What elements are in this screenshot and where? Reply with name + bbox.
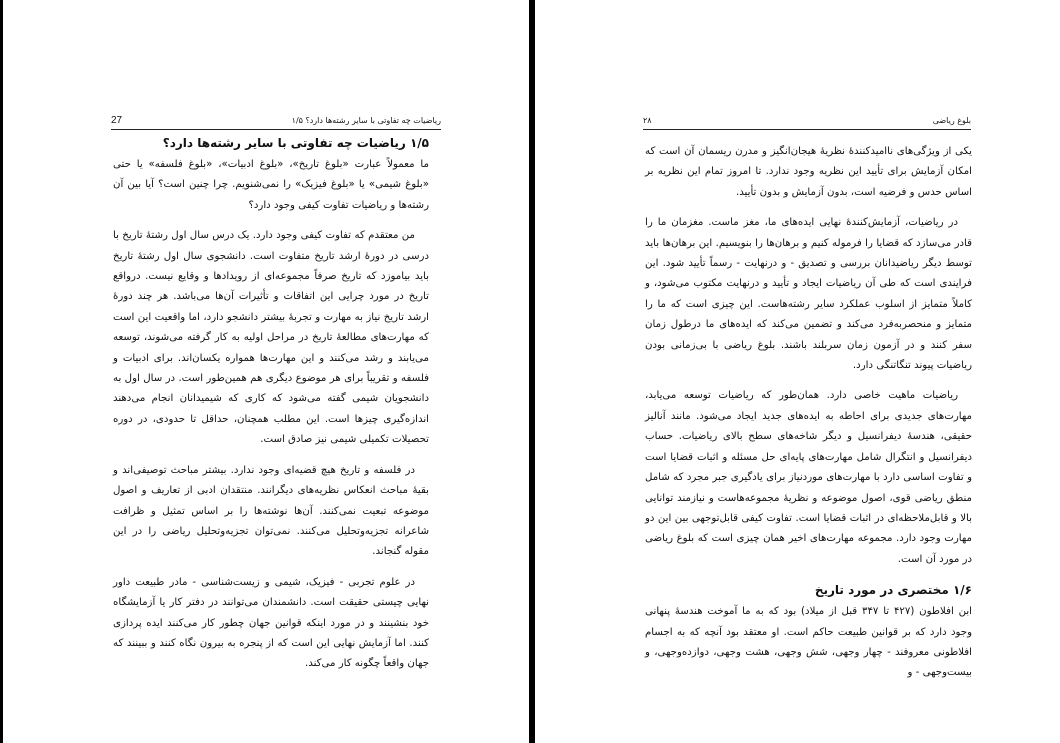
paragraph: در ریاضیات، آزمایش‌کنندهٔ نهایی ایده‌های ما، مغز ماست. مغزمان ما را قادر می‌سازد که قضایا را فرموله کنیم و برهان‌ها را بنویسیم. این برهان‌ها باید توسط دیگر ریاضیدانان بررسی و تصدیق - و درنهایت - رسماً تأیید شود. این فرایندی است که طی آن ریاضیات ایجاد و تأیید و درنهایت مکتوب می‌شود، و کاملاً متمایز از اسلوب عملکرد سایر رشته‌هاست. این چیزی است که ما را متمایز و منحصربه‌فرد می‌کند و تضمین می‌کند که ایده‌های ما درطول زمان سفر کنند و در آزمون زمان سربلند باشند. بلوغ ریاضی با بی‌زمانی بودن ریاضیات پیوند تنگاتنگی دارد. — [645, 217, 972, 372]
right-page — [535, 0, 1060, 743]
paragraph: ریاضیات ماهیت خاصی دارد. همان‌طور که ریاضیات توسعه می‌یابد، مهارت‌های جدیدی برای احاطه به ایده‌های جدید ایجاد می‌شود. مانند آنالیز حقیقی، هندسهٔ دیفرانسیل و دیگر شاخه‌های سطح بالای ریاضیات. حساب دیفرانسیل و انتگرال شامل مهارت‌های پایه‌ای حل مسئله و اثبات قضایا است و تفاوت اساسی دارد با مهارت‌های موردنیاز برای یادگیری جبر مجرد که شامل منطق ریاضی قوی، اصول موضوعه و نظریهٔ مجموعه‌هاست و نیازمند توانایی بالا و قابل‌ملاحظه‌ای در اثبات قضایا است. تفاوت کیفی قابل‌توجهی بین این دو مهارت وجود دارد. مجموعه مهارت‌های اخیر همان چیزی است که بلوغ ریاضی در مورد آن است. — [645, 390, 972, 565]
left-text-block — [113, 133, 429, 685]
left-page-number: 27 — [111, 115, 123, 126]
paragraph: ما معمولاً عبارت «بلوغ تاریخ»، «بلوغ ادبیات»، «بلوغ فلسفه» یا حتی «بلوغ شیمی» یا «بلوغ فیزیک» را نمی‌شنویم. چرا چنین است؟ آیا بین آن رشته‌ها و ریاضیات تفاوت کیفی وجود دارد؟ — [113, 159, 429, 211]
left-page — [3, 0, 529, 743]
section-heading-1-5: ۱/۵ ریاضیات چه تفاوتی با سایر رشته‌ها دارد؟ — [162, 136, 429, 150]
paragraph: در علوم تجربی - فیزیک، شیمی و زیست‌شناسی - مادر طبیعت داور نهایی چیستی حقیقت است. دانشمندان می‌توانند در دفتر کار یا آزمایشگاه خود بنشینند و در مورد اینکه قوانین جهان چطور کار می‌کنند ایده پردازی کنند. اما آزمایش نهایی این است که از پنجره به بیرون نگاه کنند و ببینند که جهان واقعاً چگونه کار می‌کند. — [113, 576, 429, 670]
paragraph: یکی از ویژگی‌های ناامیدکنندهٔ نظریهٔ هیجان‌انگیز و مدرن ریسمان آن است که امکان آزمایش برای تأیید این نظریه وجود ندارد. تا امروز تمام این نظریه بر اساس حدس و فرضیه است، بدون آزمایش و بدون تأیید. — [645, 146, 972, 198]
left-running-header — [111, 115, 441, 130]
right-page-number: ۲۸ — [643, 116, 652, 125]
right-running-header — [643, 115, 971, 130]
paragraph: من معتقدم که تفاوت کیفی وجود دارد. یک درس سال اول رشتهٔ تاریخ با درسی در دورهٔ ارشد تاریخ متفاوت است. دانشجوی سال اول رشتهٔ تاریخ باید بیاموزد که تاریخ صرفاً مجموعه‌ای از رویدادها و وقایع نیست. درواقع تاریخ در مورد چرایی این اتفاقات و تأثیرات آن‌ها می‌باشد. هر چند دورهٔ ارشد تاریخ نیاز به مهارت و تجربهٔ بیشتر دانشجو دارد، اما واقعیت این است که مهارت‌های مطالعهٔ تاریخ در مراحل اولیه به کار گرفته می‌شوند، توسعه می‌یابند و رشد می‌کنند و این مهارت‌ها همواره یکسان‌اند. برای ادبیات و فلسفه و تقریباً برای هر موضوع دیگری هم همین‌طور است. در سال اول به دانشجویان شیمی گفته می‌شود که کاری که شیمیدانان انجام می‌دهند اندازه‌گیری چیزها است. این مطلب همچنان، حداقل تا حدودی، در دوره تحصیلات تکمیلی شیمی نیز صادق است. — [113, 230, 429, 446]
right-header-title: بلوغ ریاضی — [932, 116, 971, 125]
right-text-block — [645, 142, 972, 684]
paragraph: در فلسفه و تاریخ هیچ قضیه‌ای وجود ندارد. بیشتر مباحث توصیفی‌اند و بقیهٔ مباحث انعکاس نظریه‌های دیگرانند. منتقدان ادبی از تعاریف و اصول موضوعه تبعیت نمی‌کنند. آن‌ها نوشته‌ها را بر اساس تمثیل و ظرافت شاعرانه تجزیه‌وتحلیل می‌کنند. نمی‌توان تجزیه‌وتحلیل ریاضی را در این مقوله گنجاند. — [113, 464, 429, 558]
section-heading-1-6: ۱/۶ مختصری در مورد تاریخ — [814, 583, 972, 598]
paragraph: ابن افلاطون (۴۲۷ تا ۳۴۷ قبل از میلاد) بود که به ما آموخت هندسهٔ پنهانی وجود دارد که بر قوانین طبیعت حاکم است. او معتقد بود آنچه که به اجسام افلاطونی معروفند - چهار وجهی، شش وجهی، هشت وجهی، دوازده‌وجهی، و بیست‌وجهی - و — [645, 606, 972, 679]
left-header-title: ۱/۵ ریاضیات چه تفاوتی با سایر رشته‌ها دارد؟ — [291, 116, 441, 125]
